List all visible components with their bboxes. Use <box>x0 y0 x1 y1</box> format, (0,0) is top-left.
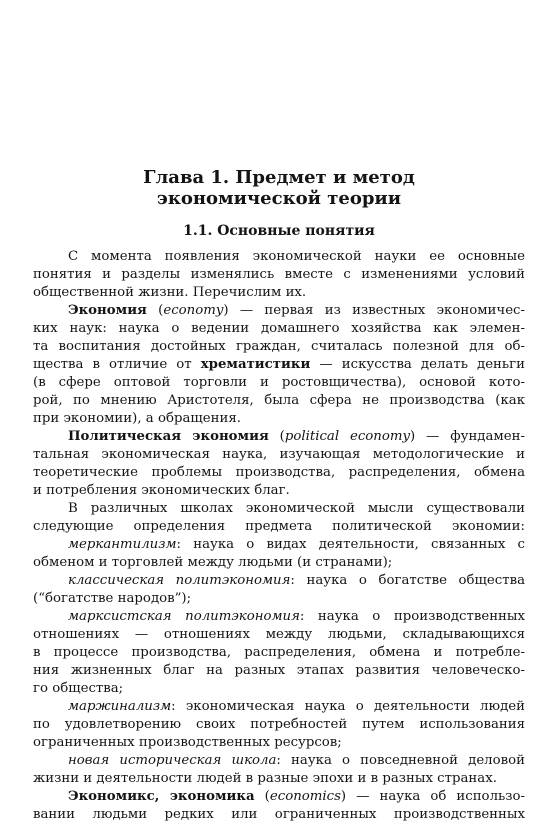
book-page <box>33 0 525 838</box>
text-segment: : наука о производственных <box>299 609 525 624</box>
text-segment: понятия и разделы изменялись вместе с изменениями условий <box>33 267 525 282</box>
text-line-31 <box>33 788 525 806</box>
text-segment: ких наук: наука о ведении домашнего хозяйства как элемен- <box>33 321 525 336</box>
text-line-15 <box>33 500 525 518</box>
chapter-title <box>33 167 525 209</box>
text-segment: С момента появления экономической науки ее основные <box>68 249 525 264</box>
text-line-30 <box>33 770 525 788</box>
text-segment: тальная экономическая наука, изучающая методологические и <box>33 447 525 462</box>
text-segment: : наука о богатстве общества <box>290 573 525 588</box>
italic-term: political economy <box>284 429 410 444</box>
text-segment: (в сфере оптовой торговли и ростовщичества), основой кото- <box>33 375 525 390</box>
text-line-28 <box>33 734 525 752</box>
text-segment: ) — наука об использо- <box>340 789 525 804</box>
text-line-8 <box>33 374 525 392</box>
italic-term: классическая политэкономия <box>68 573 291 588</box>
chapter-title-line-2: экономической теории <box>156 188 402 209</box>
text-line-17 <box>33 536 525 554</box>
italic-term: марксистская политэкономия <box>68 609 300 624</box>
text-segment: общественной жизни. Перечислим их. <box>33 285 307 300</box>
text-line-26 <box>33 698 525 716</box>
bold-term: хрематистики <box>200 357 311 372</box>
text-line-14 <box>33 482 525 500</box>
text-line-19 <box>33 572 525 590</box>
text-segment: вании людьми редких или ограниченных производственных <box>33 807 525 822</box>
italic-term: маржинализм <box>68 699 172 714</box>
text-segment: по удовлетворению своих потребностей путем использования <box>33 717 525 732</box>
text-line-18 <box>33 554 525 572</box>
text-segment: : экономическая наука о деятельности людей <box>171 699 525 714</box>
text-segment: : наука о видах деятельности, связанных с <box>176 537 525 552</box>
text-line-7 <box>33 356 525 374</box>
bold-term: Экономикс, экономика <box>68 789 255 804</box>
text-segment: ния жизненных благ на разных этапах развития человеческо- <box>33 663 525 678</box>
text-segment: ( <box>254 789 270 804</box>
text-segment: го общества; <box>33 681 124 696</box>
text-segment: отношениях — отношениях между людьми, складывающихся <box>33 627 525 642</box>
text-line-22 <box>33 626 525 644</box>
text-line-23 <box>33 644 525 662</box>
text-line-10 <box>33 410 525 428</box>
text-segment: — искусства делать деньги <box>310 357 525 372</box>
text-segment: следующие определения предмета политической экономии: <box>33 519 525 534</box>
text-segment: (“богатстве народов”); <box>33 591 192 606</box>
italic-term: economy <box>163 303 224 318</box>
text-segment: при экономии), а обращения. <box>33 411 241 426</box>
text-line-9 <box>33 392 525 410</box>
text-segment: щества в отличие от <box>33 357 201 372</box>
bold-term: Экономия <box>68 303 147 318</box>
text-segment: та воспитания достойных граждан, считалась полезной для об- <box>33 339 525 354</box>
text-line-5 <box>33 320 525 338</box>
text-line-25 <box>33 680 525 698</box>
text-segment: теоретические проблемы производства, распределения, обмена <box>33 465 525 480</box>
section-title: 1.1. Основные понятия <box>183 223 375 239</box>
text-line-12 <box>33 446 525 464</box>
text-segment: и потребления экономических благ. <box>33 483 290 498</box>
text-segment: : наука о повседневной деловой <box>276 753 525 768</box>
text-segment: ограниченных производственных ресурсов; <box>33 735 342 750</box>
text-segment: ( <box>146 303 164 318</box>
text-segment: ( <box>268 429 285 444</box>
text-line-11 <box>33 428 525 446</box>
text-segment: ) — фундамен- <box>409 429 525 444</box>
text-line-3 <box>33 284 525 302</box>
text-segment: рой, по мнению Аристотеля, была сфера не производства (как <box>33 393 525 408</box>
text-line-20 <box>33 590 525 608</box>
italic-term: новая историческая школа <box>68 753 277 768</box>
bold-term: Политическая экономия <box>68 429 269 444</box>
text-segment: ) — первая из известных экономичес- <box>223 303 525 318</box>
italic-term: economics <box>269 789 341 804</box>
text-segment: обменом и торговлей между людьми (и странами); <box>33 555 393 570</box>
text-line-1 <box>33 248 525 266</box>
text-line-29 <box>33 752 525 770</box>
text-line-13 <box>33 464 525 482</box>
text-line-16 <box>33 518 525 536</box>
text-segment: В различных школах экономической мысли существовали <box>68 501 525 516</box>
chapter-title-line-1: Глава 1. Предмет и метод <box>143 167 415 188</box>
text-line-24 <box>33 662 525 680</box>
text-line-4 <box>33 302 525 320</box>
text-line-27 <box>33 716 525 734</box>
text-line-6 <box>33 338 525 356</box>
text-line-2 <box>33 266 525 284</box>
text-segment: в процессе производства, распределения, обмена и потребле- <box>33 645 525 660</box>
text-segment: жизни и деятельности людей в разные эпохи и в разных странах. <box>33 771 497 786</box>
text-line-21 <box>33 608 525 626</box>
text-line-32 <box>33 806 525 824</box>
italic-term: меркантилизм <box>68 537 177 552</box>
